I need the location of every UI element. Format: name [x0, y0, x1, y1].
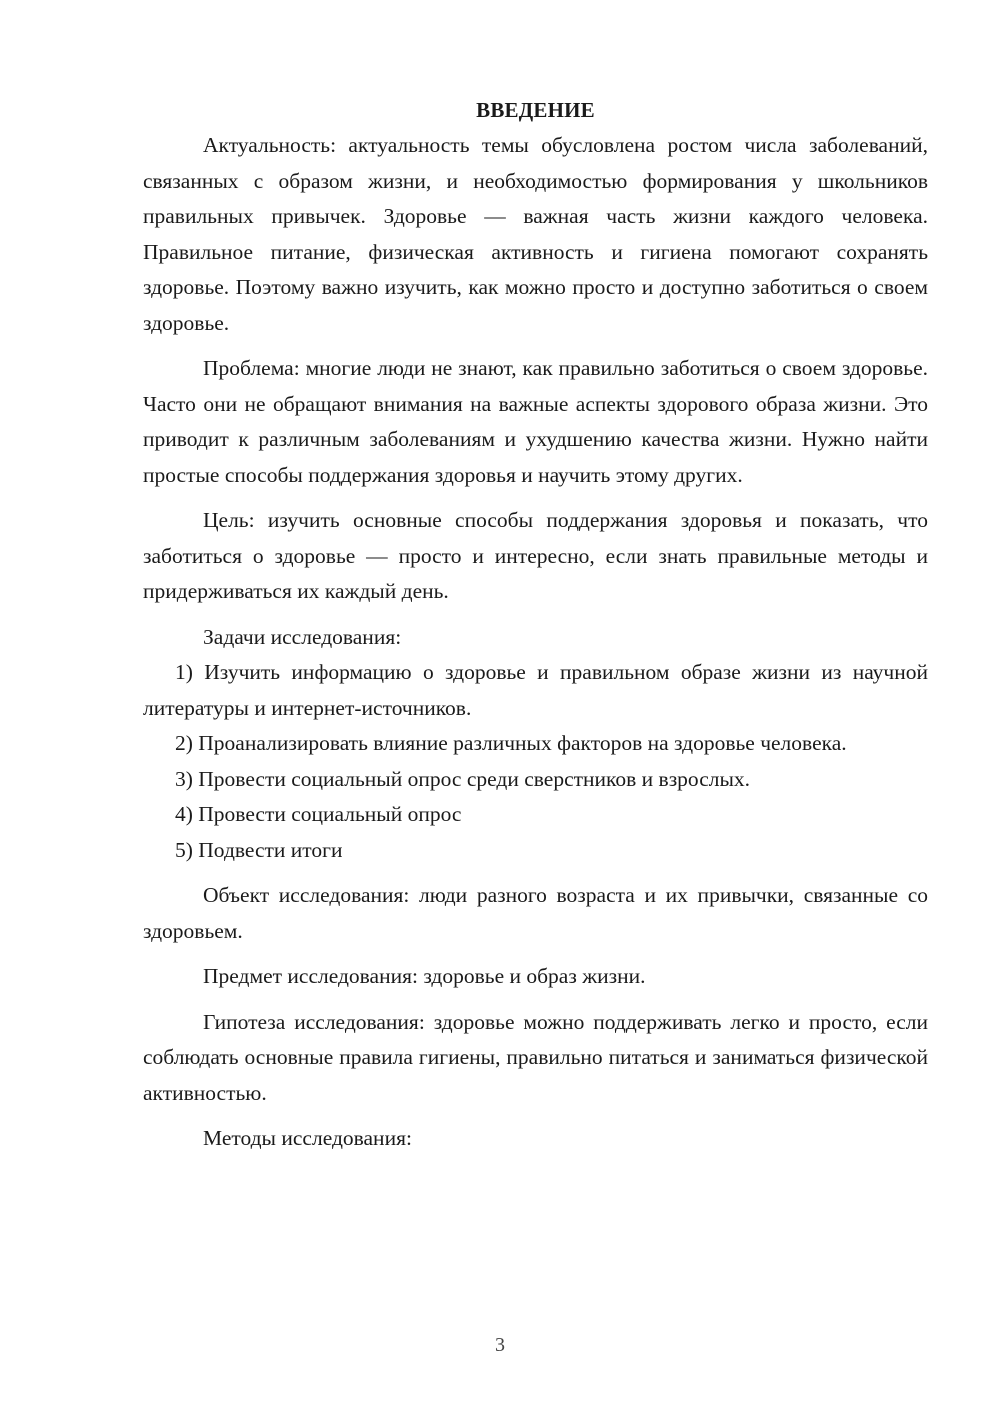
subject-paragraph: Предмет исследования: здоровье и образ жизни. [203, 964, 646, 988]
page-title: ВВЕДЕНИЕ [476, 98, 595, 122]
hypothesis-paragraph: Гипотеза исследования: здоровье можно поддерживать легко и просто, если соблюдать основные правила гигиены, правильно питаться и заниматься физической активностью. [143, 1009, 928, 1105]
page-number: 3 [495, 1334, 505, 1356]
task-item-5: 5) Подвести итоги [175, 837, 343, 862]
document-page [143, 93, 928, 1157]
task-item-2: 2) Проанализировать влияние различных факторов на здоровье человека. [175, 731, 847, 755]
goal-paragraph: Цель: изучить основные способы поддержания здоровья и показать, что заботиться о здоровье — просто и интересно, если знать правильные методы и придерживаться их каждый день. [143, 508, 928, 603]
methods-heading: Методы исследования: [203, 1126, 412, 1150]
tasks-heading: Задачи исследования: [203, 624, 402, 649]
problem-paragraph: Проблема: многие люди не знают, как правильно заботиться о своем здоровье. Часто они не обращают внимания на важные аспекты здорового образа жизни. Это приводит к различным заболеваниям и ухудшению качества жизни. Нужно найти простые способы поддержания здоровья и научить этому других. [143, 356, 928, 487]
task-item-3: 3) Провести социальный опрос среди сверстников и взрослых. [175, 766, 751, 791]
task-item-4: 4) Провести социальный опрос [175, 802, 462, 826]
object-paragraph: Объект исследования: люди разного возраста и их привычки, связанные со здоровьем. [143, 883, 928, 943]
task-item-1: 1) Изучить информацию о здоровье и правильном образе жизни из научной литературы и интернет-источников. [143, 660, 928, 720]
relevance-paragraph: Актуальность: актуальность темы обусловлена ростом числа заболеваний, связанных с образом жизни, и необходимостью формирования у школьников правильных привычек. Здоровье — важная часть жизни каждого человека. Правильное питание, физическая активность и гигиена помогают сохранять здоровье. Поэтому важно изучить, как можно просто и доступно заботиться о своем здоровье. [143, 133, 928, 335]
